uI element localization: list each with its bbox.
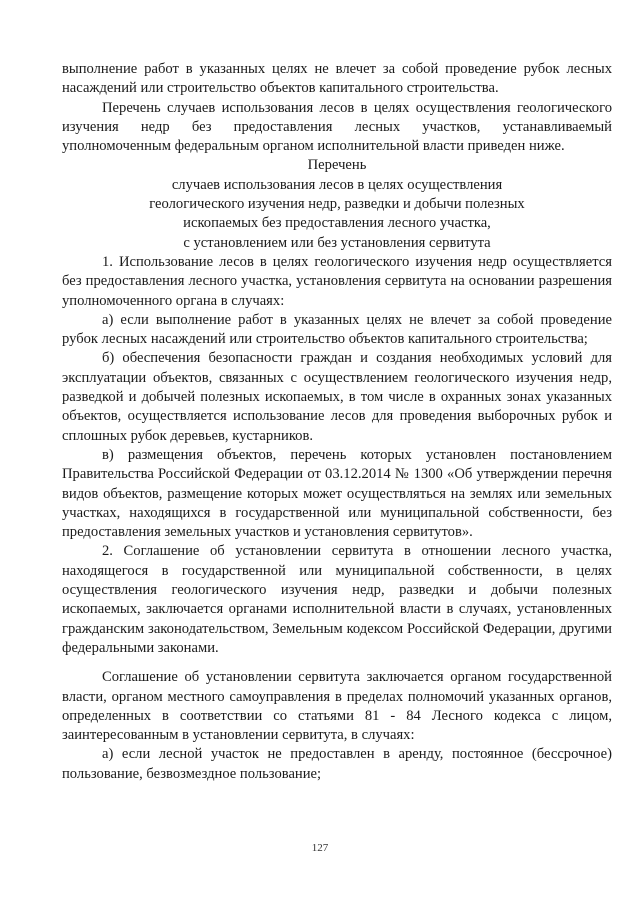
page-number: 127 xyxy=(311,842,329,854)
paragraph-item-2: 2. Соглашение об установлении сервитута в отношении лесного участка, находящегося в государственной или муниципальной собственности, в целях осуществления геологического изучения недр, разведки и добычи полезных ископаемых, заключается органами исполнительной власти в случаях, установленных гражданским законодательством, Земельным кодексом Российской Федерации, другими федеральными законами. xyxy=(62,543,612,656)
paragraph-item-1: 1. Использование лесов в целях геологического изучения недр осуществляется без предоставления лесного участка, установления сервитута на основании разрешения уполномоченного органа в случаях: xyxy=(62,253,612,309)
list-title-line-5: с установлением или без установления сервитута xyxy=(183,234,491,251)
list-title-line-4: ископаемых без предоставления лесного участка, xyxy=(183,215,491,232)
paragraph-item-1b: б) обеспечения безопасности граждан и создания необходимых условий для эксплуатации объектов, связанных с осуществлением геологического изучения недр, разведкой и добычей полезных ископаемых, в том числе в охранных зонах указанных объектов, осуществляется использование лесов для проведения выборочных рубок и сплошных рубок деревьев, кустарников. xyxy=(62,350,612,444)
paragraph-item-1c: в) размещения объектов, перечень которых установлен постановлением Правительства Российской Федерации от 03.12.2014 № 1300 «Об утверждении перечня видов объектов, размещение которых может осуществляться на землях или земельных участках, находящихся в государственной или муниципальной собственности, без предоставления земельных участков и установления сервитутов». xyxy=(62,446,612,541)
paragraph-item-2a: а) если лесной участок не предоставлен в аренду, постоянное (бессрочное) пользование, безвозмездное пользование; xyxy=(62,746,612,782)
paragraph-servitude-agreement: Соглашение об установлении сервитута заключается органом государственной власти, органом местного самоуправления в пределах полномочий указанных органов, определенных в соответствии со статьями 81 - 84 Лесного кодекса с лицом, заинтересованным в установлении сервитута, в случаях: xyxy=(62,669,612,744)
list-title-line-3: геологического изучения недр, разведки и добычи полезных xyxy=(149,196,525,213)
document-page xyxy=(62,60,612,784)
list-title-line-1: Перечень xyxy=(307,157,367,174)
paragraph-item-1a: а) если выполнение работ в указанных целях не влечет за собой проведение рубок лесных насаждений или строительство объектов капитального строительства; xyxy=(62,311,612,348)
list-title-line-2: случаев использования лесов в целях осуществления xyxy=(171,176,503,193)
paragraph-continuation: выполнение работ в указанных целях не влечет за собой проведение рубок лесных насаждений или строительство объектов капитального строительства. xyxy=(62,61,612,97)
paragraph-intro: Перечень случаев использования лесов в целях осуществления геологического изучения недр без предоставления лесных участков, устанавливаемый уполномоченным федеральным органом исполнительной власти приведен ниже. xyxy=(62,99,612,155)
